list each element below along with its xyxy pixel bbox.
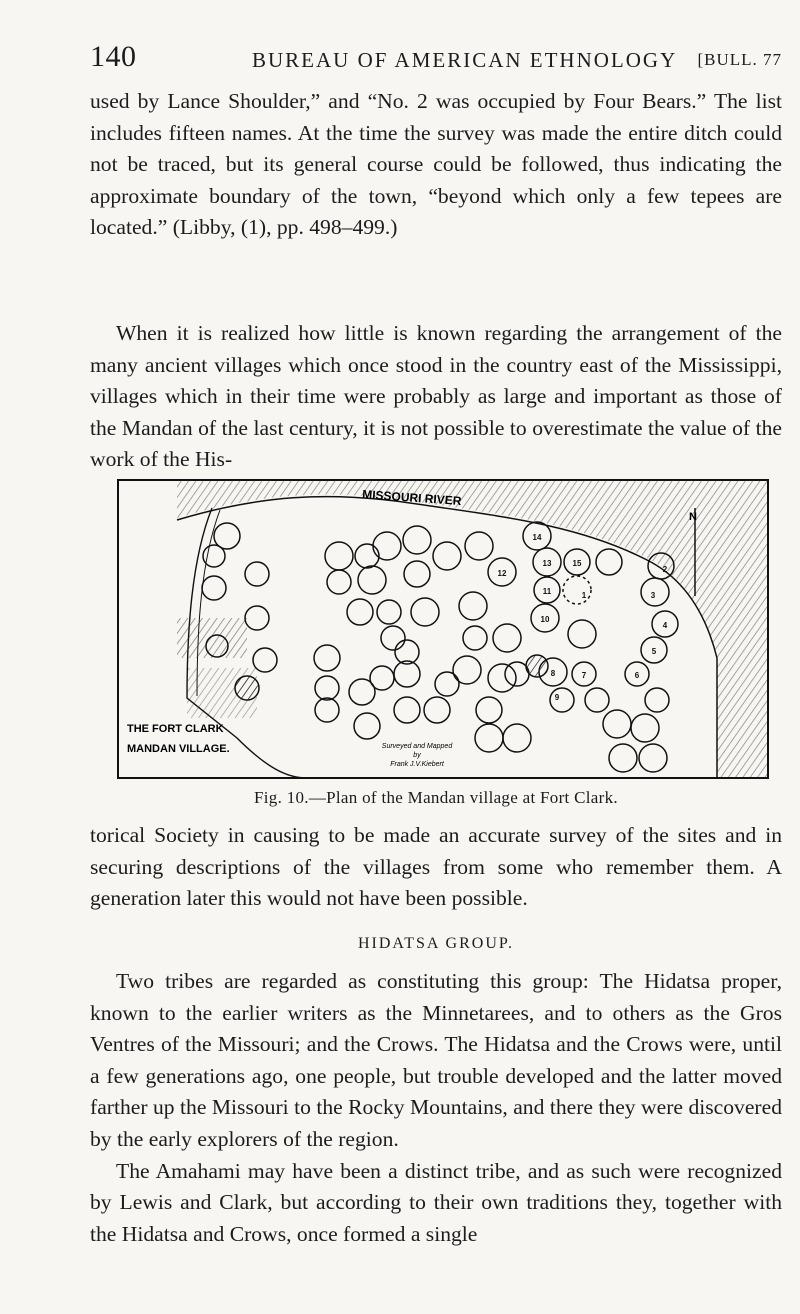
page-number: 140	[90, 40, 137, 73]
north-arrow-label: N	[689, 511, 697, 523]
lodge-number: 3	[650, 591, 656, 600]
filled-lodge	[235, 676, 259, 700]
paragraph-5: The Amahami may have been a distinct tribe, and as such were recognized by Lewis and Clark, but according to their own traditions they, together with the Hidatsa and Crows, once formed a single	[90, 1158, 782, 1246]
lodge-number: 8	[550, 669, 556, 678]
surveyor-credit-1: Surveyed and Mapped	[381, 743, 453, 750]
surveyor-credit-3: Frank J.V.Kiebert	[390, 761, 444, 768]
lodge-number: 5	[651, 647, 657, 656]
surveyor-credit-2: by	[413, 752, 421, 759]
filled-lodge	[526, 655, 548, 677]
bulletin-number: [BULL. 77	[697, 50, 782, 69]
hatched-area-1	[177, 618, 247, 658]
lodge-number: 6	[634, 671, 640, 680]
paragraph-2: When it is realized how little is known regarding the arrangement of the many ancient villages which once stood in the country east of the Mississippi, villages which in their time were probably as large and important as those of the Mandan of the last century, it is not possible to overestimate the value of the work of the His-	[90, 321, 782, 472]
figure-caption: Fig. 10.—Plan of the Mandan village at Fort Clark.	[254, 788, 618, 807]
paragraph-4: Two tribes are regarded as constituting this group: The Hidatsa proper, known to the earlier writers as the Minnetarees, and to others as the Gros Ventres of the Missouri; and the Crows. The Hidatsa and the Crows were, until a few generations ago, one people, but trouble developed and the latter moved farther up the Missouri to the Rocky Mountains, and there they were discovered by the early explorers of the region.	[90, 969, 782, 1151]
lodge-number: 11	[542, 587, 552, 596]
paragraph-1: used by Lance Shoulder,” and “No. 2 was occupied by Four Bears.” The list includes fifteen names. At the time the survey was made the entire ditch could not be traced, but its general course could be followed, thus indicating the approximate boundary of the town, “beyond which only a few tepees are located.” (Libby, (1), pp. 498–499.)	[90, 89, 782, 240]
lodge-number: 10	[540, 615, 550, 624]
map-title-line-1: THE FORT CLARK	[127, 723, 224, 735]
map-title-line-2: MANDAN VILLAGE.	[127, 743, 230, 755]
page-header	[90, 40, 782, 80]
lodge-number: 1	[581, 591, 587, 600]
village-map-figure	[117, 478, 769, 782]
lodge-number: 15	[572, 559, 582, 568]
paragraph-3: torical Society in causing to be made an accurate survey of the sites and in securing descriptions of the villages from some who remember them. A generation later this would not have been possible.	[90, 823, 782, 911]
lodge-number: 7	[581, 671, 587, 680]
river-label: MISSOURI RIVER	[361, 487, 462, 509]
hidatsa-text	[90, 966, 782, 1250]
running-title: BUREAU OF AMERICAN ETHNOLOGY	[252, 48, 678, 72]
lodge-number: 4	[662, 621, 668, 630]
lodge-number: 9	[554, 693, 560, 702]
lodge-number: 13	[542, 559, 552, 568]
lodge-number: 12	[497, 569, 507, 578]
village-map	[117, 478, 769, 782]
lodge-number: 14	[532, 533, 542, 542]
section-heading: HIDATSA GROUP.	[357, 935, 515, 952]
lodge-number: 2	[662, 565, 668, 574]
